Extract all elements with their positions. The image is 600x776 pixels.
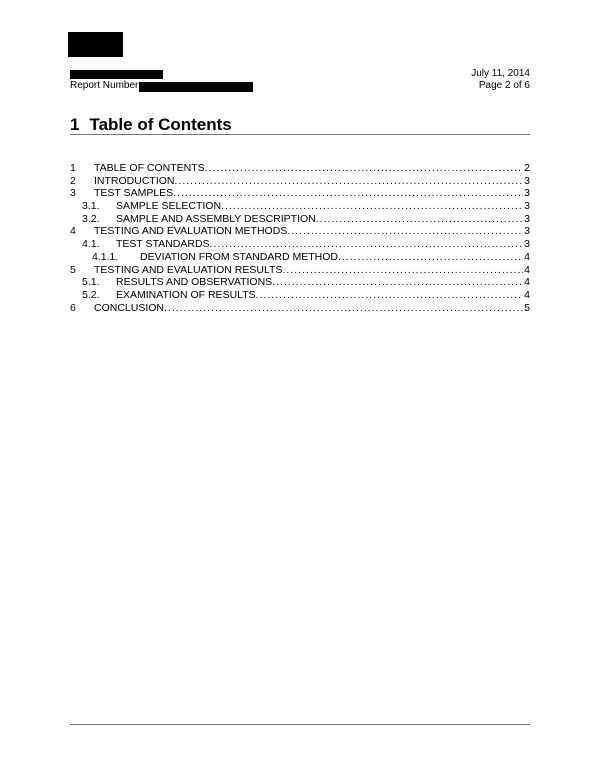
toc-entry-title: INTRODUCTION (94, 174, 175, 187)
toc-entry[interactable] (70, 200, 530, 213)
toc-leader (338, 251, 523, 264)
heading-number: 1 (70, 115, 80, 134)
toc-entry-page: 3 (524, 187, 530, 200)
toc-entry-page: 3 (524, 212, 530, 225)
toc-entry-number: 5.1. (82, 276, 100, 289)
toc-entry-number: 2 (70, 174, 76, 187)
toc-entry-title: TEST SAMPLES (94, 187, 174, 200)
redacted-logo (68, 32, 123, 57)
toc-entry-page: 5 (524, 301, 530, 314)
toc-entry-title: CONCLUSION (94, 301, 165, 314)
report-number-label: Report Number (70, 80, 139, 91)
toc-entry-title: EXAMINATION OF RESULTS (116, 288, 256, 301)
toc-entry[interactable] (70, 289, 530, 302)
toc-entry[interactable] (70, 225, 530, 238)
toc-entry-page: 4 (524, 250, 530, 263)
toc-leader (175, 175, 524, 188)
footer-rule (70, 724, 530, 725)
toc-entry-number: 3.2. (82, 212, 100, 225)
toc-entry[interactable] (70, 175, 530, 188)
toc-entry-title: SAMPLE SELECTION (116, 200, 222, 213)
toc-entry-page: 4 (524, 263, 530, 276)
toc-entry[interactable] (70, 302, 530, 315)
toc-entry-title: DEVIATION FROM STANDARD METHOD (140, 250, 338, 263)
toc-leader (316, 213, 523, 226)
toc-entry-number: 4.1. (82, 238, 100, 251)
toc-entry-page: 3 (524, 238, 530, 251)
toc-leader (287, 225, 523, 238)
toc-leader (221, 200, 523, 213)
redacted-client-name (70, 70, 163, 79)
toc-leader (164, 302, 523, 315)
toc-entry[interactable] (70, 251, 530, 264)
toc-entry-number: 1 (70, 162, 76, 174)
toc-entry-page: 3 (524, 174, 530, 187)
report-date: July 11, 2014 (471, 68, 530, 79)
toc-entry-page: 4 (524, 288, 530, 301)
toc-entry-number: 5 (70, 263, 76, 276)
toc-leader (282, 264, 523, 277)
heading-rule (70, 134, 530, 135)
page-title (70, 115, 232, 135)
header-right (471, 68, 530, 92)
toc-entry[interactable] (70, 238, 530, 251)
toc-entry-page: 3 (524, 225, 530, 238)
toc-entry-title: TEST STANDARDS (116, 238, 210, 251)
toc-entry-number: 6 (70, 301, 76, 314)
toc-entry[interactable] (70, 213, 530, 226)
toc-leader (272, 276, 523, 289)
toc-leader (173, 187, 523, 200)
heading-title: Table of Contents (89, 115, 232, 134)
toc-entry[interactable] (70, 187, 530, 200)
toc-entry-title: TABLE OF CONTENTS (94, 162, 205, 174)
toc-entry-number: 4.1.1. (92, 250, 119, 263)
toc-entry-title: TESTING AND EVALUATION RESULTS (94, 263, 283, 276)
toc-entry-number: 3 (70, 187, 76, 200)
toc-entry-number: 3.1. (82, 200, 100, 213)
toc-entry-title: SAMPLE AND ASSEMBLY DESCRIPTION (116, 212, 316, 225)
toc-entry-title: RESULTS AND OBSERVATIONS (116, 276, 273, 289)
page-indicator: Page 2 of 6 (478, 80, 530, 91)
toc-entry-page: 4 (524, 276, 530, 289)
toc-leader (205, 162, 524, 175)
toc-entry-page: 2 (524, 162, 530, 174)
redacted-report-number (139, 82, 253, 92)
toc-list (70, 162, 530, 314)
toc-entry-page: 3 (524, 200, 530, 213)
toc-entry[interactable] (70, 264, 530, 277)
toc-entry-number: 5.2. (82, 288, 100, 301)
toc-entry-number: 4 (70, 225, 76, 238)
toc-entry-title: TESTING AND EVALUATION METHODS (94, 225, 288, 238)
toc-leader (210, 238, 524, 251)
toc-leader (256, 289, 524, 302)
toc-entry[interactable] (70, 276, 530, 289)
report-number-line (70, 80, 138, 92)
toc-entry[interactable] (70, 162, 530, 175)
